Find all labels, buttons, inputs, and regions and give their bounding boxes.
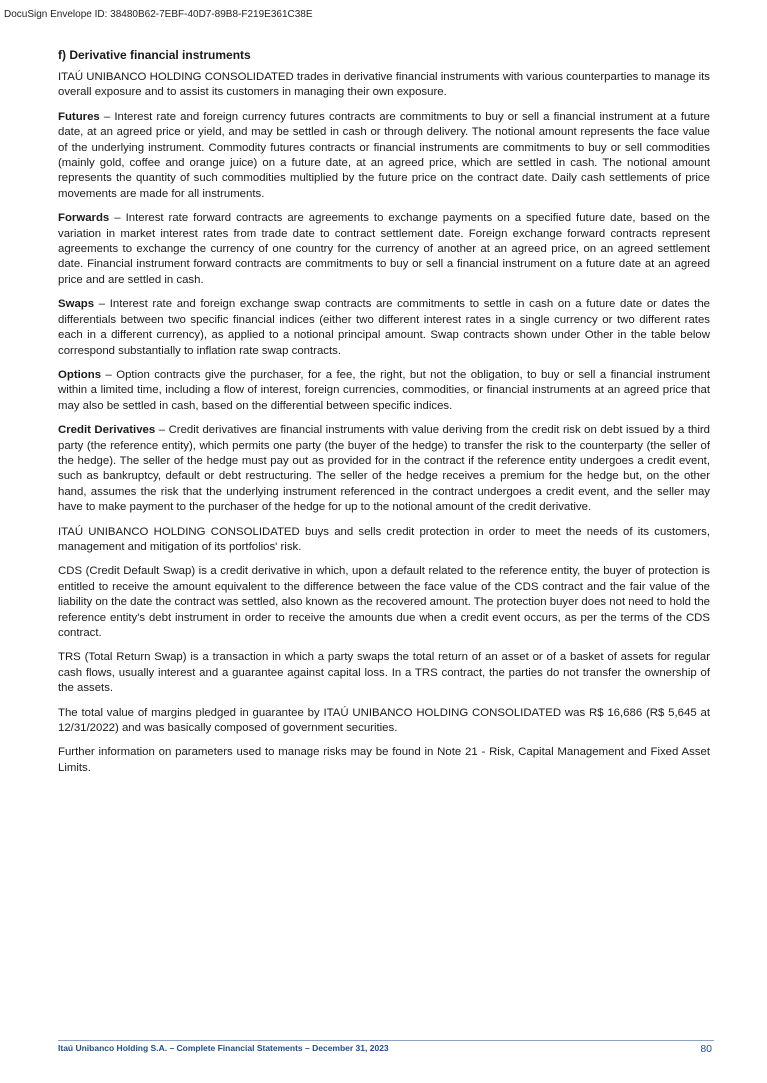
intro-paragraph: ITAÚ UNIBANCO HOLDING CONSOLIDATED trades in derivative financial instruments with various counterparties to manage its overall exposure and to assist its customers in managing their own exposure. (58, 71, 710, 99)
definition-text: – Interest rate and foreign currency futures contracts are commitments to buy or sell a financial instrument at a future date, at an agreed price or yield, and may be settled in cash or through delivery. The notional amount represents the face value of the underlying instrument. Commodity futures contracts or financial instruments are commitments to buy or sell commodities (mainly gold, coffee and orange juice) on a future date, at an agreed price, which are settled in cash. The notional amount represents the quantity of such commodities multiplied by the future price on the contract date. Daily cash settlements of price movements are made for all instruments. (58, 110, 710, 200)
footer-divider (58, 1040, 714, 1041)
definition-credit-derivatives (58, 423, 710, 515)
definition-term: Swaps (58, 298, 95, 311)
definition-text: – Interest rate forward contracts are agreements to exchange payments on a specified future date, based on the variation in market interest rates from trade date to contract settlement date. Foreign exchange forward contracts represent agreements to exchange the currency of one country for the currency of another at an agreed price, on an agreed settlement date. Financial instrument forward contracts are commitments to buy or sell a financial instrument on a future date at an agreed price and are settled in cash. (58, 212, 710, 286)
paragraph-margins: The total value of margins pledged in guarantee by ITAÚ UNIBANCO HOLDING CONSOLIDATED was R$ 16,686 (R$ 5,645 at 12/31/2022) and was basically composed of government securities. (58, 706, 710, 735)
docusign-envelope-id: DocuSign Envelope ID: 38480B62-7EBF-40D7-89B8-F219E361C38E (4, 9, 313, 20)
definition-text: – Credit derivatives are financial instruments with value deriving from the credit risk on debt issued by a third party (the reference entity), which permits one party (the buyer of the hedge) to transfer the risk to the counterparty (the seller of the hedge). The seller of the hedge must pay out as provided for in the contract if the reference entity undergoes a credit event, such as bankruptcy, default or debt restructuring. The seller of the hedge receives a premium for the hedge but, on the other hand, assumes the risk that the underlying instrument referenced in the contract undergoes a credit event, and the seller may have to make payment to the purchaser of the hedge for up to the notional amount of the credit derivative. (58, 424, 710, 514)
definition-term: Forwards (58, 212, 110, 225)
definition-term: Futures (58, 110, 100, 123)
definition-term: Options (58, 368, 102, 381)
paragraph-further-info: Further information on parameters used to manage risks may be found in Note 21 - Risk, Capital Management and Fixed Asset Limits. (58, 746, 710, 774)
section-title: f) Derivative financial instruments (58, 48, 251, 62)
definition-futures (58, 110, 710, 202)
paragraph-cds: CDS (Credit Default Swap) is a credit derivative in which, upon a default related to the reference entity, the buyer of protection is entitled to receive the amount equivalent to the difference between the face value of the CDS contract and the fair value of the liability on the date the contract was settled, also known as the recovered amount. The protection buyer does not need to hold the reference entity's debt instrument in order to receive the amounts due when a credit event occurs, as per the terms of the CDS contract. (58, 565, 710, 639)
definition-swaps (58, 297, 710, 359)
definition-options (58, 368, 710, 414)
definition-text: – Interest rate and foreign exchange swap contracts are commitments to settle in cash on a future date or dates the differentials between two specific financial indices (either two different interest rates in a single currency or two different rates each in a different currency), as applied to a notional principal amount. Swap contracts shown under Other in the table below correspond substantially to inflation rate swap contracts. (58, 298, 710, 357)
document-body (58, 48, 710, 785)
paragraph-credit-protection: ITAÚ UNIBANCO HOLDING CONSOLIDATED buys and sells credit protection in order to meet the needs of its customers, management and mitigation of its portfolios' risk. (58, 525, 710, 553)
page-number: 80 (700, 1043, 712, 1055)
definition-forwards (58, 211, 710, 288)
definition-text: – Option contracts give the purchaser, for a fee, the right, but not the obligation, to buy or sell a financial instrument within a limited time, including a flow of interest, foreign currencies, commodities, or financial instruments at an agreed price that may also be settled in cash, based on the differential between specific indices. (58, 368, 710, 412)
definition-term: Credit Derivatives (58, 424, 156, 437)
footer-caption: Itaú Unibanco Holding S.A. – Complete Financial Statements – December 31, 2023 (58, 1043, 389, 1053)
paragraph-trs: TRS (Total Return Swap) is a transaction in which a party swaps the total return of an asset or of a basket of assets for regular cash flows, usually interest and a guarantee against capital loss. In a TRS contract, the parties do not transfer the ownership of the assets. (58, 651, 710, 695)
